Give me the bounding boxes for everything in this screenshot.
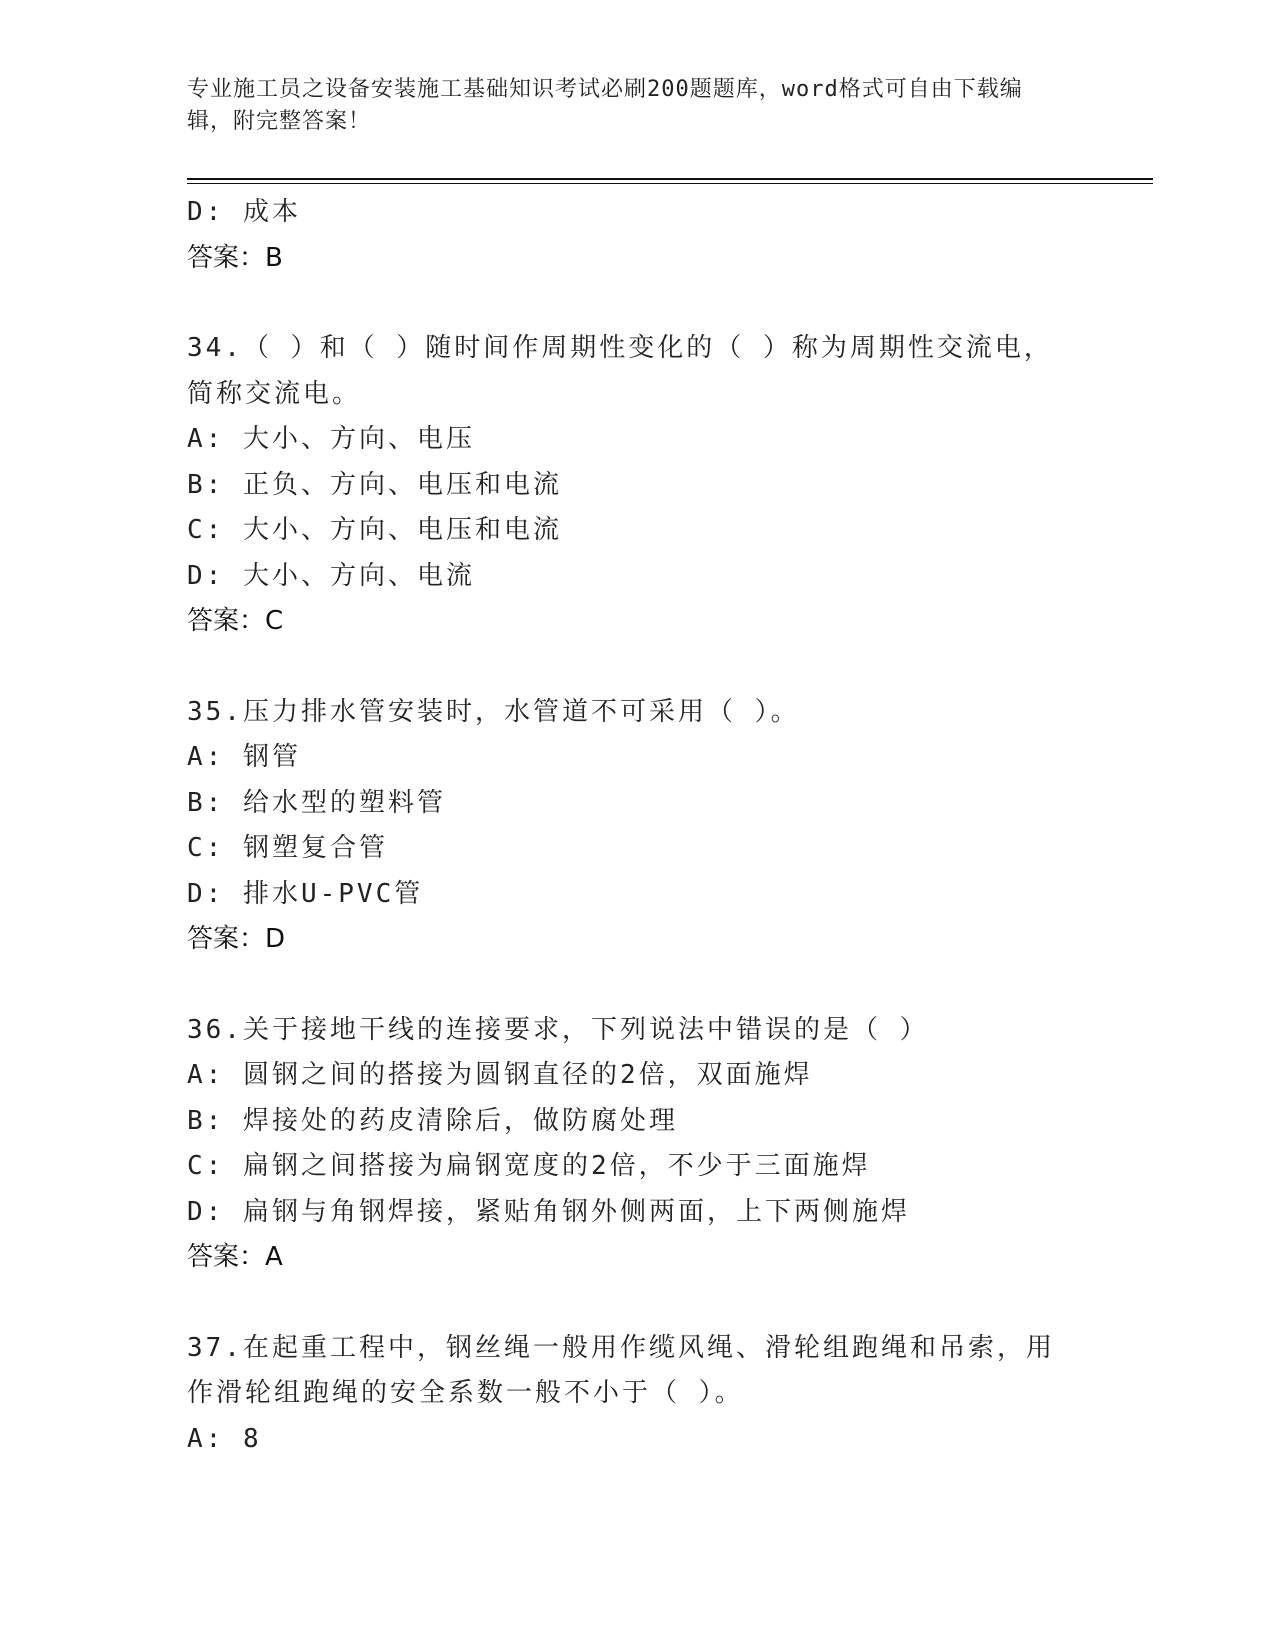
option-a: A: 大小、方向、电压	[187, 424, 475, 454]
option-b: B: 正负、方向、电压和电流	[187, 469, 562, 500]
page-header-title: 专业施工员之设备安装施工基础知识考试必刷200题题库，word格式可自由下载编辑，附完整答案！	[187, 77, 1023, 134]
header-divider-thin	[187, 183, 1153, 184]
question-34	[187, 326, 1087, 645]
option-c: C: 钢塑复合管	[187, 833, 388, 863]
answer: 答案：D	[187, 924, 286, 954]
prev-answer: 答案：B	[187, 242, 283, 273]
option-a: A: 圆钢之间的搭接为圆钢直径的2倍，双面施焊	[187, 1060, 813, 1090]
answer: 答案：A	[187, 1242, 283, 1272]
option-d: D: 大小、方向、电流	[187, 560, 475, 591]
option-c: C: 扁钢之间搭接为扁钢宽度的2倍，不少于三面施焊	[187, 1151, 871, 1181]
answer: 答案：C	[187, 606, 284, 636]
question-36	[187, 1008, 1087, 1281]
question-text: 36.关于接地干线的连接要求，下列说法中错误的是（ ）	[187, 1014, 929, 1045]
question-content	[187, 190, 1087, 1462]
question-text: 34.（ ）和（ ）随时间作周期性变化的（ ）称为周期性交流电，简称交流电。	[187, 333, 1053, 409]
prev-option-d: D: 成本	[187, 197, 301, 227]
option-b: B: 给水型的塑料管	[187, 787, 446, 818]
option-d: D: 排水U-PVC管	[187, 878, 424, 909]
header-divider-thick	[187, 178, 1153, 180]
option-a: A: 钢管	[187, 742, 301, 772]
question-text: 37.在起重工程中，钢丝绳一般用作缆风绳、滑轮组跑绳和吊索，用作滑轮组跑绳的安全系数一般不小于（ ）。	[187, 1332, 1055, 1408]
option-a: A: 8	[187, 1423, 262, 1454]
question-text: 35.压力排水管安装时，水管道不可采用（ ）。	[187, 696, 800, 727]
question-35	[187, 690, 1087, 963]
option-b: B: 焊接处的药皮清除后，做防腐处理	[187, 1105, 678, 1136]
option-c: C: 大小、方向、电压和电流	[187, 515, 562, 545]
question-37	[187, 1326, 1087, 1463]
option-d: D: 扁钢与角钢焊接，紧贴角钢外侧两面，上下两侧施焊	[187, 1196, 910, 1227]
